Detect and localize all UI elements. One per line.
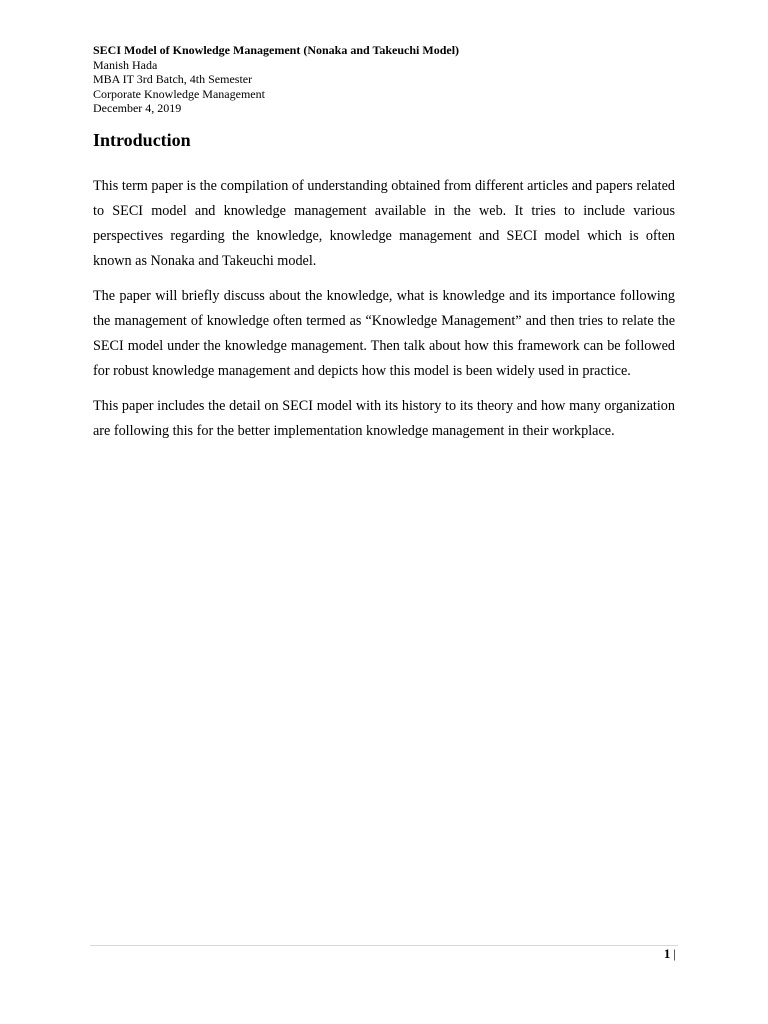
document-date: December 4, 2019 — [93, 101, 182, 115]
footer-divider — [90, 945, 678, 946]
section-heading: Introduction — [93, 130, 191, 150]
course-name: Corporate Knowledge Management — [93, 86, 265, 101]
paragraph: This term paper is the compilation of understanding obtained from different articles and papers related to SECI model and knowledge management available in the web. It tries to include various perspectives regarding the knowledge, knowledge management and SECI model which is often known as Nonaka and Takeuchi model. — [93, 178, 675, 269]
section-body — [93, 174, 675, 454]
author-name: Manish Hada — [93, 57, 158, 72]
page-number-separator: | — [673, 946, 676, 961]
document-title: SECI Model of Knowledge Management (Nonaka and Takeuchi Model) — [93, 43, 460, 57]
document-header — [93, 43, 693, 116]
page-number-value: 1 — [663, 946, 671, 961]
page-number — [664, 946, 676, 962]
program-info: MBA IT 3rd Batch, 4th Semester — [93, 72, 253, 86]
paragraph: This paper includes the detail on SECI model with its history to its theory and how many organization are following this for the better implementation knowledge management in their workplace. — [93, 398, 675, 439]
paragraph: The paper will briefly discuss about the knowledge, what is knowledge and its importance following the management of knowledge often termed as “Knowledge Management” and then tries to relate the SECI model under the knowledge management. Then talk about how this framework can be followed for robust knowledge management and depicts how this model is been widely used in practice. — [93, 288, 675, 379]
